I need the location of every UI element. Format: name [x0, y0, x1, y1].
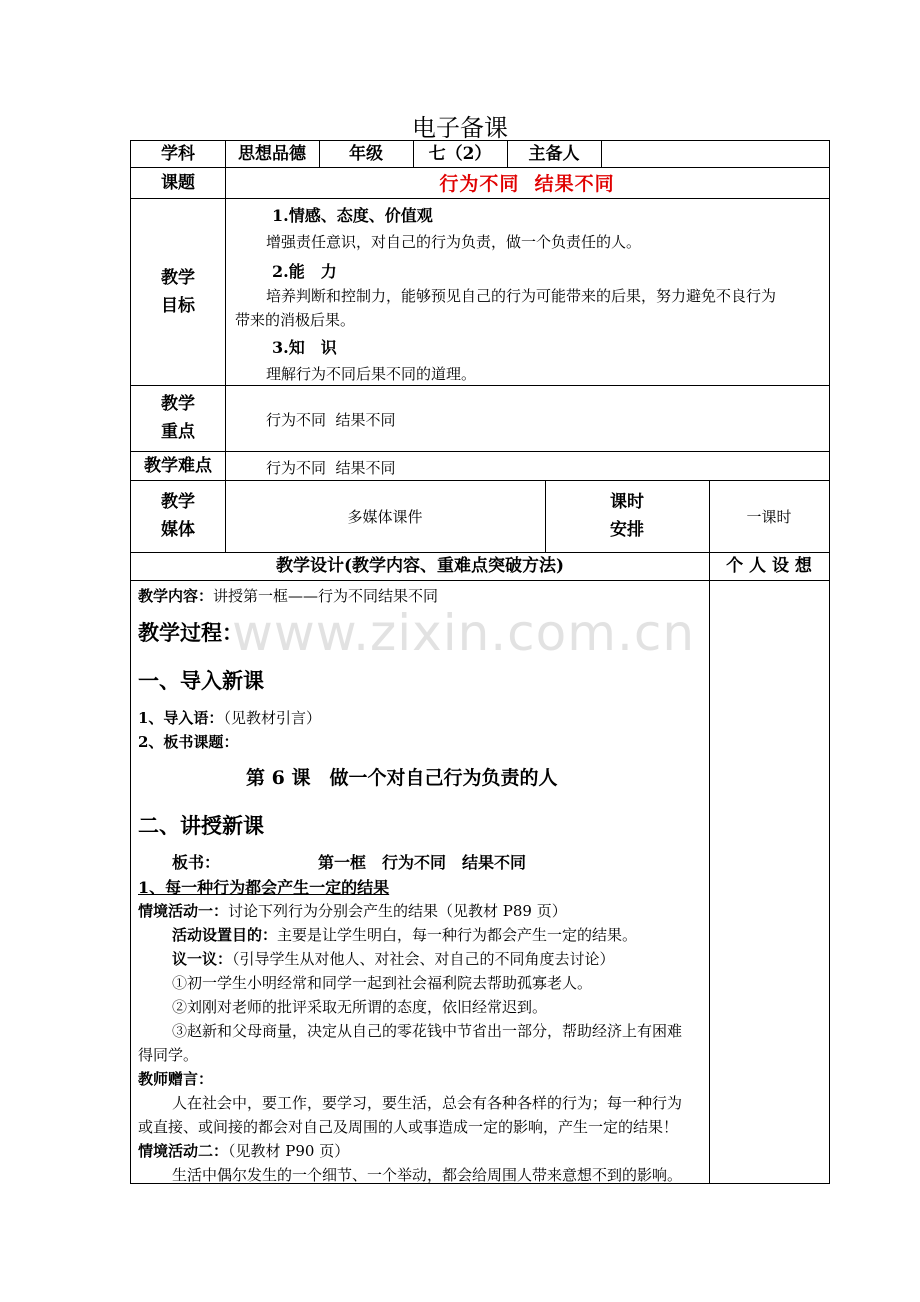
discussion-item-1: ①初一学生小明经常和同学一起到社会福利院去帮助孤寡老人。 — [172, 974, 593, 992]
activity-one-label: 情境活动一： — [138, 902, 229, 920]
hours-label-line1: 课时 — [610, 492, 644, 512]
difficulty-label: 教学难点 — [144, 455, 212, 476]
key-points-label-line2: 重点 — [161, 422, 195, 442]
activity-two-value: （见教材 P90 页） — [228, 1142, 350, 1160]
goals-label — [131, 198, 225, 385]
key-points-label-line1: 教学 — [161, 394, 195, 414]
goal-heading-knowledge: 3.知 识 — [272, 338, 337, 357]
goal-heading-emotion: 1.情感、态度、价值观 — [272, 206, 433, 225]
goal-text-ability-2: 带来的消极后果。 — [235, 311, 356, 329]
hours-label — [545, 480, 709, 552]
row-divider — [131, 385, 829, 386]
goal-text-ability-1: 培养判断和控制力，能够预见自己的行为可能带来的后果，努力避免不良行为 — [266, 287, 777, 305]
media-label-line1: 教学 — [161, 492, 195, 512]
topic-label: 课题 — [161, 172, 195, 193]
hours-label-line2: 安排 — [610, 520, 644, 540]
process-heading: 教学过程： — [138, 620, 243, 645]
activity-two-label: 情境活动二： — [138, 1142, 229, 1160]
key-points-value: 行为不同 结果不同 — [266, 411, 396, 429]
closing-line: 生活中偶尔发生的一个细节、一个举动，都会给周围人带来意想不到的影响。 — [172, 1166, 683, 1184]
row-divider — [131, 580, 829, 581]
board-title-label: 2、板书课题： — [138, 733, 239, 751]
intro-label: 1、导入语： — [138, 709, 224, 727]
section-intro-heading: 一、导入新课 — [138, 668, 264, 693]
row-divider — [131, 198, 829, 199]
subject-value: 思想品德 — [238, 144, 306, 164]
teacher-message-line1: 人在社会中，要工作，要学习，要生活，总会有各种各样的行为；每一种行为 — [172, 1094, 683, 1112]
activity-two — [138, 1140, 349, 1161]
discussion-label: 议一议： — [172, 950, 233, 968]
lesson-title: 第 6 课 做一个对自己行为负责的人 — [246, 767, 558, 789]
intro-line — [138, 707, 321, 728]
row-divider — [131, 451, 829, 452]
media-label — [131, 480, 225, 552]
teacher-message-line2: 或直接、或间接的都会对自己及周围的人或事造成一定的影响，产生一定的结果！ — [138, 1118, 679, 1136]
discussion — [172, 948, 615, 969]
hours-value: 一课时 — [746, 507, 792, 526]
grade-value: 七（2） — [428, 144, 492, 164]
activity-purpose-value: 主要是让学生明白，每一种行为都会产生一定的结果。 — [277, 926, 638, 944]
section-new-lesson-heading: 二、讲授新课 — [138, 813, 264, 838]
activity-purpose — [172, 924, 637, 945]
page-title: 电子备课 — [412, 114, 508, 142]
teaching-content-value: 讲授第一框——行为不同结果不同 — [213, 587, 439, 605]
discussion-item-3-cont: 得同学。 — [138, 1046, 199, 1064]
intro-value: （见教材引言） — [223, 709, 321, 727]
board-value: 第一框 行为不同 结果不同 — [318, 853, 527, 872]
goal-text-emotion: 增强责任意识，对自己的行为负责，做一个负责任的人。 — [266, 233, 642, 251]
media-value: 多媒体课件 — [347, 507, 423, 526]
teaching-content-label: 教学内容： — [138, 587, 214, 605]
subject-label: 学科 — [161, 144, 195, 164]
point-one-heading: 1、每一种行为都会产生一定的结果 — [138, 878, 390, 897]
teaching-content — [138, 585, 438, 606]
teacher-message-label: 教师赠言： — [138, 1070, 214, 1088]
preparer-label: 主备人 — [528, 144, 580, 164]
discussion-value: （引导学生从对他人、对社会、对自己的不同角度去讨论） — [232, 950, 615, 968]
discussion-item-3: ③赵新和父母商量，决定从自己的零花钱中节省出一部分，帮助经济上有困难 — [172, 1022, 683, 1040]
discussion-item-2: ②刘刚对老师的批评采取无所谓的态度，依旧经常迟到。 — [172, 998, 548, 1016]
preparer-value — [601, 141, 829, 167]
activity-one — [138, 900, 567, 921]
board-label: 板书： — [172, 853, 221, 872]
goal-heading-ability: 2.能 力 — [272, 262, 337, 281]
col-divider — [709, 480, 710, 1184]
personal-ideas-header: 个 人 设 想 — [726, 556, 812, 576]
difficulty-value: 行为不同 结果不同 — [266, 459, 396, 477]
grade-label: 年级 — [349, 144, 383, 164]
key-points-label — [131, 385, 225, 451]
activity-purpose-label: 活动设置目的： — [172, 926, 278, 944]
design-header: 教学设计(教学内容、重难点突破方法) — [275, 556, 565, 576]
goals-label-line1: 教学 — [161, 267, 195, 288]
goals-label-line2: 目标 — [161, 295, 195, 316]
goal-text-knowledge: 理解行为不同后果不同的道理。 — [266, 365, 477, 383]
watermark: www.zixin.com.cn — [232, 604, 696, 662]
activity-one-value: 讨论下列行为分别会产生的结果（见教材 P89 页） — [228, 902, 567, 920]
media-label-line2: 媒体 — [161, 520, 195, 540]
topic-value: 行为不同 结果不同 — [439, 173, 615, 195]
